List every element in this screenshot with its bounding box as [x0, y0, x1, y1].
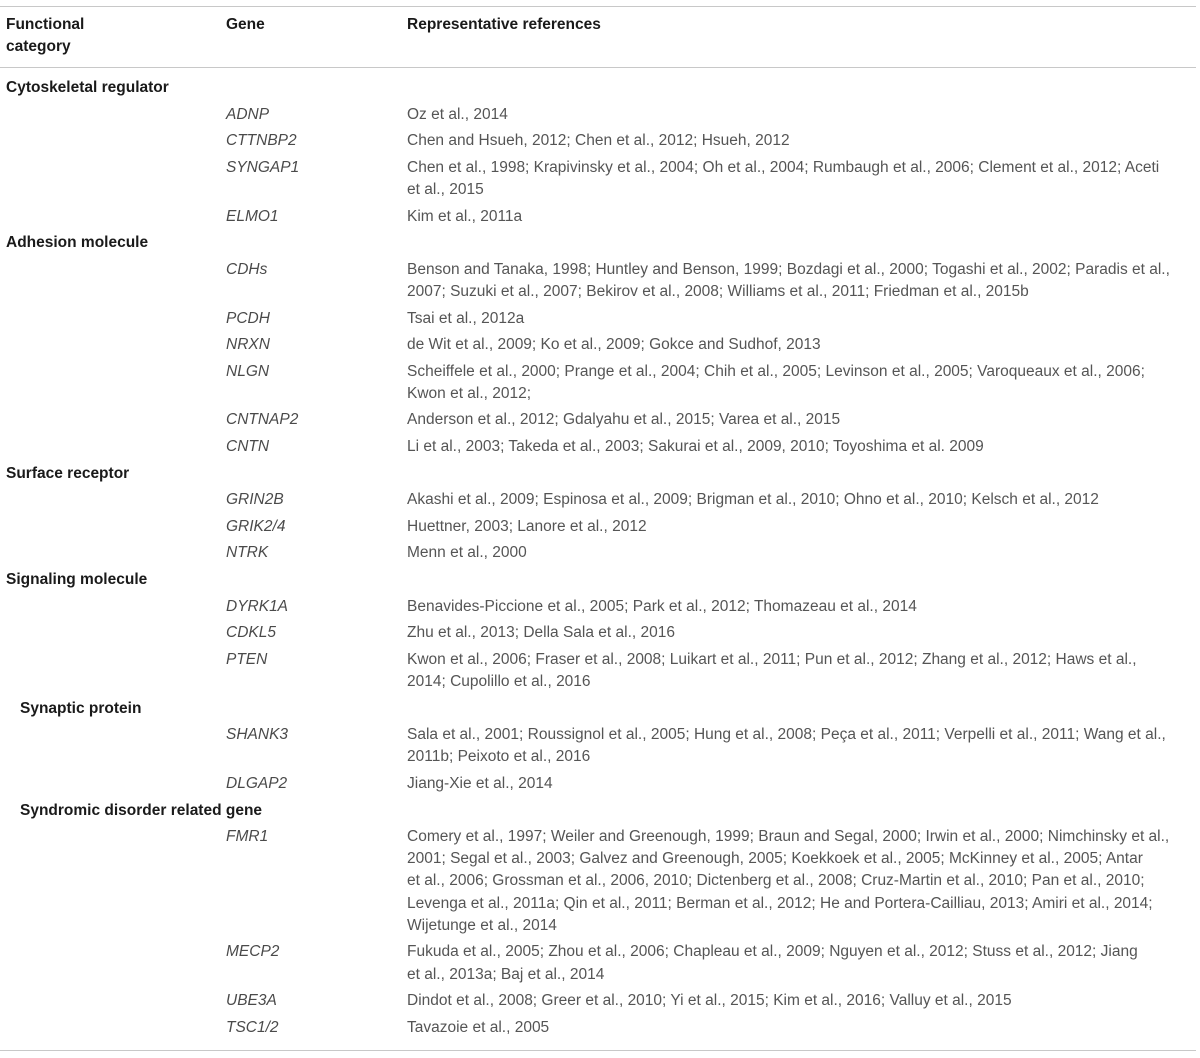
gene-name: TSC1/2 [226, 1018, 279, 1036]
header-functional-category: Functional category [6, 16, 85, 55]
category-label: Cytoskeletal regulator [6, 79, 169, 96]
table-top-rule [0, 6, 1196, 7]
gene-name: PCDH [226, 309, 270, 327]
reference-line: Huettner, 2003; Lanore et al., 2012 [407, 517, 647, 535]
reference-line: Oz et al., 2014 [407, 105, 508, 123]
header-references: Representative references [407, 16, 601, 33]
reference-line: Tsai et al., 2012a [407, 309, 525, 327]
reference-line: Comery et al., 1997; Weiler and Greenough, 1999; Braun and Segal, 2000; Irwin et al., 2000; Nimchinsky et al., [407, 828, 1170, 846]
reference-line: Jiang-Xie et al., 2014 [407, 774, 553, 792]
reference-line: 2001; Segal et al., 2003; Galvez and Greenough, 2005; Koekkoek et al., 2005; McKinney et al., 2005; Antar [407, 850, 1143, 868]
reference-line: Chen and Hsueh, 2012; Chen et al., 2012; Hsueh, 2012 [407, 132, 790, 150]
gene-name: GRIK2/4 [226, 517, 286, 535]
gene-name: ADNP [226, 105, 270, 123]
reference-line: Benavides-Piccione et al., 2005; Park et al., 2012; Thomazeau et al., 2014 [407, 597, 917, 615]
gene-name: NTRK [226, 544, 269, 562]
gene-name: DLGAP2 [226, 774, 288, 792]
header-gene: Gene [226, 16, 265, 33]
reference-line: Zhu et al., 2013; Della Sala et al., 2016 [407, 624, 675, 642]
gene-name: CNTNAP2 [226, 411, 299, 429]
category-label: Synaptic protein [20, 699, 142, 717]
header-bottom-rule [0, 67, 1196, 68]
reference-line: et al., 2006; Grossman et al., 2006, 2010; Dictenberg et al., 2008; Cruz-Martin et al., 2010; Pan et al., 2010; [407, 872, 1145, 890]
reference-line: Scheiffele et al., 2000; Prange et al., 2004; Chih et al., 2005; Levinson et al., 2005; Varoqueaux et al., 2006; [407, 362, 1145, 380]
reference-line: Menn et al., 2000 [407, 544, 527, 562]
reference-line: et al., 2013a; Baj et al., 2014 [407, 965, 605, 983]
reference-line: Dindot et al., 2008; Greer et al., 2010; Yi et al., 2015; Kim et al., 2016; Valluy et al., 2015 [407, 992, 1012, 1010]
gene-name: SHANK3 [226, 726, 289, 744]
reference-line: Li et al., 2003; Takeda et al., 2003; Sakurai et al., 2009, 2010; Toyoshima et al. 2009 [407, 438, 984, 456]
gene-name: CDHs [226, 260, 268, 278]
category-label: Syndromic disorder related gene [20, 801, 263, 819]
gene-name: SYNGAP1 [226, 158, 300, 176]
gene-name: GRIN2B [226, 491, 284, 509]
reference-line: Kwon et al., 2012; [407, 384, 532, 402]
gene-name: DYRK1A [226, 597, 289, 615]
table-bottom-rule [0, 1050, 1196, 1051]
reference-line: 2014; Cupolillo et al., 2016 [407, 673, 591, 690]
gene-name: UBE3A [226, 992, 277, 1010]
reference-line: Kim et al., 2011a [407, 207, 523, 225]
gene-name: NLGN [226, 362, 270, 380]
gene-name: MECP2 [226, 943, 280, 961]
reference-line: Wijetunge et al., 2014 [407, 916, 557, 934]
reference-line: Sala et al., 2001; Roussignol et al., 2005; Hung et al., 2008; Peça et al., 2011; Verpelli et al., 2011; Wang et al., [407, 726, 1166, 744]
gene-name: PTEN [226, 650, 268, 668]
reference-line: Anderson et al., 2012; Gdalyahu et al., 2015; Varea et al., 2015 [407, 411, 841, 429]
gene-name: ELMO1 [226, 207, 279, 225]
gene-name: NRXN [226, 336, 270, 354]
reference-line: Fukuda et al., 2005; Zhou et al., 2006; Chapleau et al., 2009; Nguyen et al., 2012; Stuss et al., 2012; Jiang [407, 943, 1138, 961]
reference-line: Chen et al., 1998; Krapivinsky et al., 2004; Oh et al., 2004; Rumbaugh et al., 2006; Clement et al., 2012; Aceti [407, 158, 1160, 176]
gene-name: FMR1 [226, 828, 269, 846]
category-label: Surface receptor [6, 464, 130, 482]
reference-line: Akashi et al., 2009; Espinosa et al., 2009; Brigman et al., 2010; Ohno et al., 2010; Kelsch et al., 2012 [407, 491, 1099, 509]
reference-line: Benson and Tanaka, 1998; Huntley and Benson, 1999; Bozdagi et al., 2000; Togashi et al., 2002; Paradis et al., [407, 260, 1170, 278]
reference-line: et al., 2015 [407, 180, 484, 198]
reference-line: 2011b; Peixoto et al., 2016 [407, 748, 591, 766]
category-label: Adhesion molecule [6, 234, 149, 252]
reference-line: 2007; Suzuki et al., 2007; Bekirov et al., 2008; Williams et al., 2011; Friedman et al., 2015b [407, 282, 1029, 300]
gene-name: CDKL5 [226, 624, 276, 642]
reference-line: Tavazoie et al., 2005 [407, 1018, 550, 1036]
gene-name: CTTNBP2 [226, 132, 297, 150]
gene-name: CNTN [226, 438, 270, 456]
reference-line: de Wit et al., 2009; Ko et al., 2009; Gokce and Sudhof, 2013 [407, 336, 821, 354]
reference-line: Kwon et al., 2006; Fraser et al., 2008; Luikart et al., 2011; Pun et al., 2012; Zhang et al., 2012; Haws et al., [407, 650, 1137, 668]
reference-line: Levenga et al., 2011a; Qin et al., 2011; Berman et al., 2012; He and Portera-Cailliau, 2013; Amiri et al., 2014; [407, 894, 1153, 912]
category-label: Signaling molecule [6, 571, 148, 589]
